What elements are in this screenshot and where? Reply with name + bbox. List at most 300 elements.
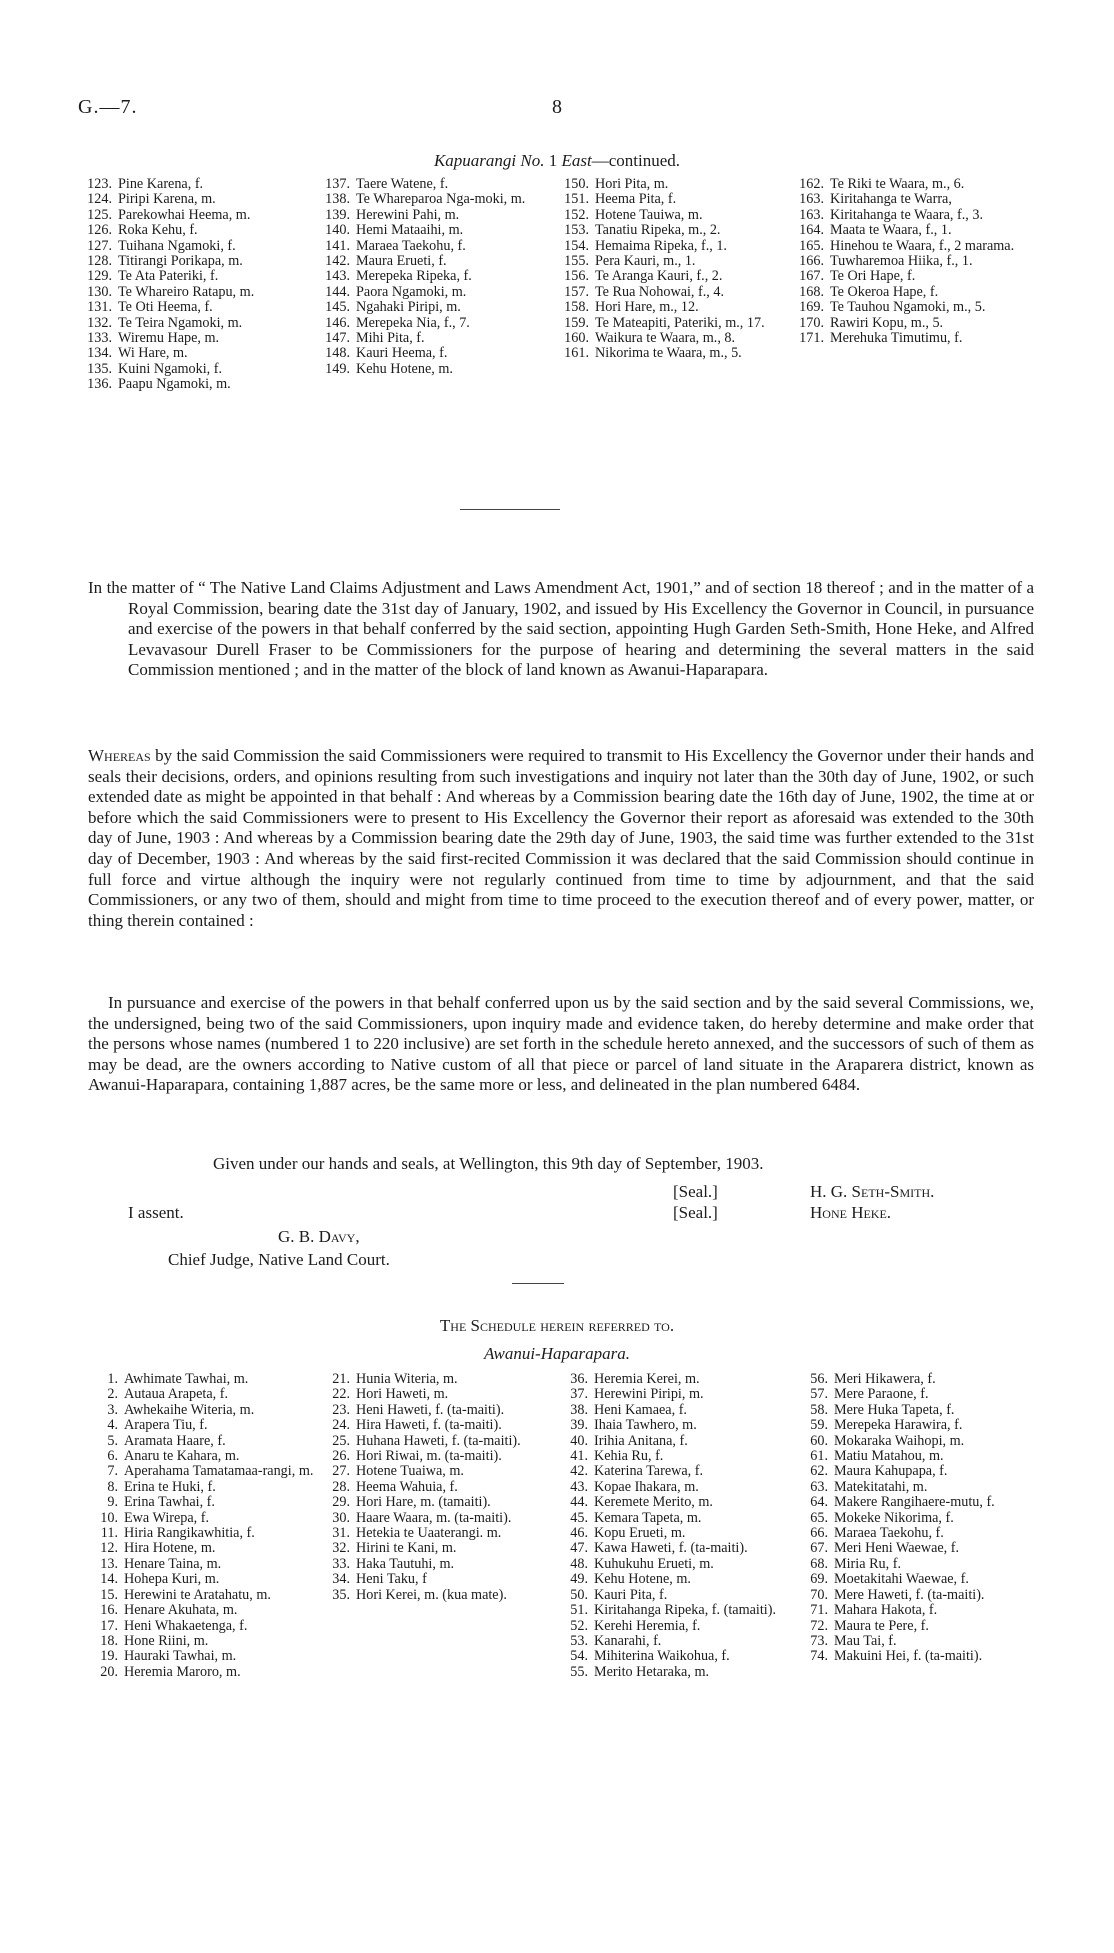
list-item — [318, 300, 548, 315]
entry-name: Awhekaihe Witeria, m. — [124, 1401, 255, 1418]
entry-number: 52. — [570, 1617, 588, 1634]
entry-name: Heema Pita, f. — [595, 191, 677, 208]
entry-number: 129. — [87, 268, 112, 285]
entry-number: 44. — [570, 1494, 588, 1511]
schedule-column-3 — [560, 1372, 800, 1680]
entry-number: 59. — [810, 1417, 828, 1434]
list-item — [560, 1418, 800, 1433]
entry-name: Kauri Pita, f. — [594, 1586, 668, 1603]
entry-name: Hone Riini, m. — [124, 1632, 209, 1649]
list-item — [318, 239, 548, 254]
list-item — [322, 1526, 554, 1541]
entry-number: 66. — [810, 1525, 828, 1542]
entry-name: Te Teira Ngamoki, m. — [118, 314, 243, 331]
list-item — [792, 254, 1034, 269]
entry-name: Matiu Matahou, m. — [834, 1448, 944, 1465]
entry-number: 15. — [100, 1586, 118, 1603]
list-item — [557, 331, 797, 346]
list-item — [560, 1387, 800, 1402]
list-item — [322, 1495, 554, 1510]
list-item — [557, 239, 797, 254]
list-item — [800, 1464, 1034, 1479]
entry-number: 143. — [325, 268, 350, 285]
list-item — [800, 1572, 1034, 1587]
entry-name: Arapera Tiu, f. — [124, 1417, 208, 1434]
list-item — [318, 223, 548, 238]
entry-name: Piripi Karena, m. — [118, 191, 216, 208]
list-item — [560, 1557, 800, 1572]
entry-name: Te Okeroa Hape, f. — [830, 283, 939, 300]
list-item — [90, 1619, 320, 1634]
document-code: G.—7. — [78, 96, 138, 118]
entry-name: Keremete Merito, m. — [594, 1494, 713, 1511]
entry-number: 170. — [799, 314, 824, 331]
entry-name: Hinehou te Waara, f., 2 marama. — [830, 237, 1015, 254]
entry-name: Merepeka Harawira, f. — [834, 1417, 963, 1434]
entry-name: Kiritahanga Ripeka, f. (tamaiti). — [594, 1602, 777, 1619]
schedule-column-1 — [90, 1372, 320, 1680]
entry-number: 55. — [570, 1663, 588, 1680]
entry-name: Te Whareiro Ratapu, m. — [118, 283, 255, 300]
entry-number: 158. — [564, 299, 589, 316]
entry-name: Nikorima te Waara, m., 5. — [595, 345, 742, 362]
entry-name: Wi Hare, m. — [118, 345, 188, 362]
in-the-matter-text: In the matter of “ The Native Land Claims Adjustment and Laws Amendment Act, 1901,” and of section 18 thereof ; and in the matter of a Royal Commission, bearing date the 31st day of January, 1902, and issued by His Excellency the Governor in Council, in pursuance and exercise of the powers in that behalf conferred by the said section, appointing Hugh Garden Seth-Smith, Hone Heke, and Alfred Levavasour Durell Fraser to be Commissioners for the purpose of hearing and determining the several matters in the said Commission mentioned ; and in the matter of the block of land known as Awanui-Haparapara. — [88, 578, 1034, 680]
entry-number: 70. — [810, 1586, 828, 1603]
entry-name: Mokeke Nikorima, f. — [834, 1509, 954, 1526]
entry-number: 166. — [799, 253, 824, 270]
entry-number: 34. — [332, 1571, 350, 1588]
entry-name: Katerina Tarewa, f. — [594, 1463, 704, 1480]
page-number: 8 — [552, 96, 562, 118]
entry-name: Makere Rangihaere-mutu, f. — [834, 1494, 995, 1511]
list-item — [90, 1434, 320, 1449]
entry-number: 23. — [332, 1401, 350, 1418]
entry-number: 31. — [332, 1525, 350, 1542]
entry-name: Hauraki Tawhai, m. — [124, 1648, 237, 1665]
entry-name: Hira Haweti, f. (ta-maiti). — [356, 1417, 502, 1434]
signatory-name: H. G. Seth-Smith. — [810, 1182, 935, 1201]
entry-name: Titirangi Porikapa, m. — [118, 253, 243, 270]
entry-number: 163. — [799, 191, 824, 208]
entry-number: 2. — [107, 1386, 118, 1403]
list-item — [557, 177, 797, 192]
entry-name: Aperahama Tamatamaa-rangi, m. — [124, 1463, 314, 1480]
list-item — [322, 1464, 554, 1479]
list-item — [80, 346, 320, 361]
whereas-text: by the said Commission the said Commissioners were required to transmit to His Excellency the Governor under their hands and seals their decisions, orders, and opinions resulting from such investigations and inquiry not later than the 30th day of June, 1902, or such extended date as might be appointed in that behalf : And whereas by a Commission bearing date the 16th day of June, 1902, the time at or before which the said Commissioners were to present to His Excellency the Governor their report as aforesaid was extended to the 30th day of June, 1903 : And whereas by a Commission bearing date the 29th day of June, 1903, the said time was further extended to the 31st day of December, 1903 : And whereas by the said first-recited Commission it was declared that the said Commission should continue in full force and virtue although the inquiry were not regularly continued from time to time by adjournment, and that the said Commissioners, or any two of them, should and might from time to time proceed to the execution thereof and of every power, matter, or thing therein contained : — [88, 746, 1034, 930]
entry-name: Herewini Piripi, m. — [594, 1386, 704, 1403]
entry-name: Kerehi Heremia, f. — [594, 1617, 701, 1634]
entry-name: Ngahaki Piripi, m. — [356, 299, 461, 316]
list-item — [80, 254, 320, 269]
entry-name: Hori Pita, m. — [595, 176, 669, 192]
list-item — [90, 1495, 320, 1510]
entry-name: Tanatiu Ripeka, m., 2. — [595, 222, 721, 239]
entry-name: Te Mateapiti, Pateriki, m., 17. — [595, 314, 765, 331]
schedule-column-4 — [800, 1372, 1034, 1665]
entry-name: Hori Riwai, m. (ta-maiti). — [356, 1448, 502, 1465]
list-item — [318, 346, 548, 361]
list-item — [322, 1418, 554, 1433]
entry-number: 160. — [564, 330, 589, 347]
entry-name: Hori Hare, m. (tamaiti). — [356, 1494, 491, 1511]
list-item — [800, 1526, 1034, 1541]
entry-name: Heremia Kerei, m. — [594, 1371, 700, 1387]
pursuance-paragraph: In pursuance and exercise of the powers in that behalf conferred upon us by the said section and by the said several Commissions, we, the undersigned, being two of the said Commissioners, upon inquiry made and evidence taken, do hereby determine and make order that the persons whose names (numbered 1 to 220 inclusive) are set forth in the schedule hereto annexed, and the successors of such of them as may be dead, are the owners according to Native custom of all that piece or parcel of land situate in the Araparera district, known as Awanui-Haparapara, containing 1,887 acres, be the same more or less, and delineated in the plan numbered 6484. — [88, 993, 1034, 1095]
entry-number: 40. — [570, 1432, 588, 1449]
list-item — [800, 1418, 1034, 1433]
entry-number: 6. — [107, 1448, 118, 1465]
entry-number: 168. — [799, 283, 824, 300]
list-item — [557, 346, 797, 361]
entry-number: 33. — [332, 1555, 350, 1572]
entry-number: 156. — [564, 268, 589, 285]
entry-number: 54. — [570, 1648, 588, 1665]
entry-number: 60. — [810, 1432, 828, 1449]
list-item — [560, 1572, 800, 1587]
list-item — [318, 269, 548, 284]
list-item — [90, 1449, 320, 1464]
entry-name: Maura Erueti, f. — [356, 253, 447, 270]
list-item — [792, 269, 1034, 284]
entry-number: 41. — [570, 1448, 588, 1465]
entry-name: Mihiterina Waikohua, f. — [594, 1648, 730, 1665]
entry-name: Herewini Pahi, m. — [356, 206, 460, 223]
entry-number: 26. — [332, 1448, 350, 1465]
entry-name: Haka Tautuhi, m. — [356, 1555, 455, 1572]
list-item — [560, 1665, 800, 1680]
list-item — [318, 254, 548, 269]
entry-number: 73. — [810, 1632, 828, 1649]
entry-name: Kiritahanga te Warra, — [830, 191, 952, 208]
entry-number: 136. — [87, 376, 112, 393]
entry-name: Henare Taina, m. — [124, 1555, 222, 1572]
list-item — [90, 1588, 320, 1603]
entry-number: 67. — [810, 1540, 828, 1557]
entry-number: 49. — [570, 1571, 588, 1588]
entry-number: 142. — [325, 253, 350, 270]
entry-name: Maraea Taekohu, f. — [356, 237, 466, 254]
entry-name: Ihaia Tawhero, m. — [594, 1417, 697, 1434]
list-item — [80, 300, 320, 315]
list-item — [800, 1603, 1034, 1618]
list-item — [792, 316, 1034, 331]
entry-name: Te Whareparoa Nga-moki, m. — [356, 191, 526, 208]
entry-name: Kiritahanga te Waara, f., 3. — [830, 206, 984, 223]
entry-name: Heni Kamaea, f. — [594, 1401, 687, 1418]
entry-number: 64. — [810, 1494, 828, 1511]
entry-name: Kehu Hotene, m. — [356, 360, 453, 377]
entry-number: 43. — [570, 1478, 588, 1495]
list-item — [318, 177, 548, 192]
entry-name: Merito Hetaraka, m. — [594, 1663, 710, 1680]
entry-number: 14. — [100, 1571, 118, 1588]
list-item — [322, 1572, 554, 1587]
list-item — [560, 1649, 800, 1664]
entry-number: 42. — [570, 1463, 588, 1480]
entry-number: 37. — [570, 1386, 588, 1403]
in-the-matter-paragraph — [88, 578, 1034, 681]
entry-number: 57. — [810, 1386, 828, 1403]
entry-name: Te Oti Heema, f. — [118, 299, 213, 316]
list-item — [90, 1634, 320, 1649]
entry-name: Mokaraka Waihopi, m. — [834, 1432, 965, 1449]
entry-name: Merepeka Nia, f., 7. — [356, 314, 470, 331]
entry-name: Autaua Arapeta, f. — [124, 1386, 228, 1403]
entry-number: 147. — [325, 330, 350, 347]
list-item — [318, 362, 548, 377]
entry-name: Parekowhai Heema, m. — [118, 206, 251, 223]
entry-number: 155. — [564, 253, 589, 270]
section-title-part: Kapuarangi No. — [433, 151, 545, 170]
entry-name: Heni Haweti, f. (ta-maiti). — [356, 1401, 505, 1418]
list-item — [318, 316, 548, 331]
entry-name: Hori Hare, m., 12. — [595, 299, 699, 316]
list-item — [90, 1572, 320, 1587]
list-item — [560, 1372, 800, 1387]
entry-number: 20. — [100, 1663, 118, 1680]
entry-name: Miria Ru, f. — [834, 1555, 901, 1572]
list-item — [90, 1480, 320, 1495]
list-item — [560, 1449, 800, 1464]
entry-number: 163. — [799, 206, 824, 223]
schedule-column-2 — [322, 1372, 554, 1603]
entry-number: 39. — [570, 1417, 588, 1434]
entry-number: 65. — [810, 1509, 828, 1526]
list-item — [560, 1480, 800, 1495]
entry-name: Hori Haweti, m. — [356, 1386, 449, 1403]
entry-name: Rawiri Kopu, m., 5. — [830, 314, 944, 331]
entry-number: 124. — [87, 191, 112, 208]
entry-number: 51. — [570, 1602, 588, 1619]
entry-name: Wiremu Hape, m. — [118, 330, 220, 347]
list-item — [90, 1526, 320, 1541]
entry-number: 19. — [100, 1648, 118, 1665]
entry-name: Hohepa Kuri, m. — [124, 1571, 220, 1588]
entry-name: Mere Huka Tapeta, f. — [834, 1401, 955, 1418]
entry-name: Tuwharemoa Hiika, f., 1. — [830, 253, 973, 270]
list-item — [560, 1541, 800, 1556]
entry-number: 154. — [564, 237, 589, 254]
entry-name: Merehuka Timutimu, f. — [830, 330, 963, 347]
list-item — [557, 316, 797, 331]
list-item — [792, 285, 1034, 300]
list-item — [560, 1434, 800, 1449]
entry-number: 159. — [564, 314, 589, 331]
entry-name: Hemi Mataaihi, m. — [356, 222, 464, 239]
entry-name: Paapu Ngamoki, m. — [118, 376, 231, 393]
entry-number: 3. — [107, 1401, 118, 1418]
list-item — [322, 1588, 554, 1603]
entry-name: Kanarahi, f. — [594, 1632, 662, 1649]
list-item — [90, 1464, 320, 1479]
list-item — [90, 1557, 320, 1572]
entry-number: 171. — [799, 330, 824, 347]
list-item — [80, 285, 320, 300]
entry-name: Kuhukuhu Erueti, m. — [594, 1555, 714, 1572]
entry-name: Heni Whakaetenga, f. — [124, 1617, 248, 1634]
owners-column-1 — [80, 177, 320, 393]
entry-number: 146. — [325, 314, 350, 331]
list-item — [322, 1541, 554, 1556]
entry-name: Moetakitahi Waewae, f. — [834, 1571, 969, 1588]
entry-name: Erina Tawhai, f. — [124, 1494, 215, 1511]
entry-number: 58. — [810, 1401, 828, 1418]
entry-number: 68. — [810, 1555, 828, 1572]
entry-name: Hetekia te Uaaterangi. m. — [356, 1525, 502, 1542]
entry-number: 145. — [325, 299, 350, 316]
whereas-paragraph — [88, 746, 1034, 931]
entry-number: 36. — [570, 1371, 588, 1387]
entry-name: Hirini te Kani, m. — [356, 1540, 457, 1557]
entry-name: Hiria Rangikawhitia, f. — [124, 1525, 255, 1542]
list-item — [792, 331, 1034, 346]
entry-number: 30. — [332, 1509, 350, 1526]
entry-name: Meri Hikawera, f. — [834, 1371, 936, 1387]
entry-number: 134. — [87, 345, 112, 362]
entry-number: 38. — [570, 1401, 588, 1418]
list-item — [792, 239, 1034, 254]
entry-number: 11. — [100, 1525, 118, 1542]
entry-number: 137. — [325, 176, 350, 192]
entry-number: 35. — [332, 1586, 350, 1603]
entry-name: Taere Watene, f. — [356, 176, 449, 192]
list-item — [800, 1634, 1034, 1649]
list-item — [90, 1511, 320, 1526]
entry-name: Maata te Waara, f., 1. — [830, 222, 952, 239]
list-item — [322, 1511, 554, 1526]
list-item — [792, 300, 1034, 315]
entry-number: 165. — [799, 237, 824, 254]
list-item — [90, 1541, 320, 1556]
list-item — [560, 1603, 800, 1618]
entry-number: 148. — [325, 345, 350, 362]
entry-name: Te Rua Nohowai, f., 4. — [595, 283, 725, 300]
entry-number: 133. — [87, 330, 112, 347]
list-item — [90, 1387, 320, 1402]
section-title-kapuarangi — [0, 151, 1114, 171]
list-item — [557, 285, 797, 300]
list-item — [557, 254, 797, 269]
entry-name: Waikura te Waara, m., 8. — [595, 330, 736, 347]
entry-name: Makuini Hei, f. (ta-maiti). — [834, 1648, 983, 1665]
list-item — [90, 1403, 320, 1418]
list-item — [322, 1403, 554, 1418]
divider — [512, 1283, 564, 1284]
entry-name: Heema Wahuia, f. — [356, 1478, 458, 1495]
entry-name: Paora Ngamoki, m. — [356, 283, 467, 300]
list-item — [90, 1418, 320, 1433]
entry-name: Mere Paraone, f. — [834, 1386, 929, 1403]
owners-column-3 — [557, 177, 797, 362]
entry-number: 63. — [810, 1478, 828, 1495]
entry-name: Pine Karena, f. — [118, 176, 204, 192]
entry-number: 139. — [325, 206, 350, 223]
list-item — [800, 1495, 1034, 1510]
entry-number: 151. — [564, 191, 589, 208]
list-item — [800, 1434, 1034, 1449]
list-item — [800, 1387, 1034, 1402]
list-item — [560, 1619, 800, 1634]
entry-number: 47. — [570, 1540, 588, 1557]
entry-number: 61. — [810, 1448, 828, 1465]
seal-mark: [Seal.] — [673, 1203, 718, 1222]
list-item — [557, 269, 797, 284]
entry-number: 71. — [810, 1602, 828, 1619]
entry-number: 149. — [325, 360, 350, 377]
entry-name: Te Ori Hape, f. — [830, 268, 916, 285]
entry-name: Te Aranga Kauri, f., 2. — [595, 268, 723, 285]
list-item — [557, 223, 797, 238]
entry-name: Maura te Pere, f. — [834, 1617, 929, 1634]
list-item — [560, 1495, 800, 1510]
entry-number: 135. — [87, 360, 112, 377]
entry-number: 5. — [107, 1432, 118, 1449]
list-item — [80, 192, 320, 207]
entry-name: Huhana Haweti, f. (ta-maiti). — [356, 1432, 521, 1449]
entry-number: 1. — [107, 1371, 118, 1387]
entry-number: 13. — [100, 1555, 118, 1572]
entry-number: 25. — [332, 1432, 350, 1449]
entry-number: 28. — [332, 1478, 350, 1495]
entry-name: Kemara Tapeta, m. — [594, 1509, 702, 1526]
list-item — [318, 331, 548, 346]
entry-number: 10. — [100, 1509, 118, 1526]
judge-name: G. B. Davy, — [278, 1227, 360, 1246]
list-item — [318, 208, 548, 223]
list-item — [80, 377, 320, 392]
entry-name: Te Tauhou Ngamoki, m., 5. — [830, 299, 986, 316]
list-item — [318, 285, 548, 300]
list-item — [800, 1619, 1034, 1634]
list-item — [557, 192, 797, 207]
list-item — [322, 1449, 554, 1464]
entry-name: Mau Tai, f. — [834, 1632, 897, 1649]
entry-number: 144. — [325, 283, 350, 300]
entry-number: 126. — [87, 222, 112, 239]
entry-number: 150. — [564, 176, 589, 192]
entry-name: Haare Waara, m. (ta-maiti). — [356, 1509, 512, 1526]
entry-name: Ewa Wirepa, f. — [124, 1509, 210, 1526]
entry-name: Maraea Taekohu, f. — [834, 1525, 944, 1542]
entry-name: Kehia Ru, f. — [594, 1448, 664, 1465]
entry-number: 162. — [799, 176, 824, 192]
entry-name: Mahara Hakota, f. — [834, 1602, 938, 1619]
entry-name: Kehu Hotene, m. — [594, 1571, 691, 1588]
entry-name: Heremia Maroro, m. — [124, 1663, 241, 1680]
entry-number: 27. — [332, 1463, 350, 1480]
entry-number: 131. — [87, 299, 112, 316]
entry-name: Meri Heni Waewae, f. — [834, 1540, 960, 1557]
list-item — [80, 269, 320, 284]
schedule-title: The Schedule herein referred to. — [439, 1316, 675, 1335]
list-item — [560, 1403, 800, 1418]
entry-number: 164. — [799, 222, 824, 239]
entry-name: Kuini Ngamoki, f. — [118, 360, 223, 377]
list-item — [90, 1665, 320, 1680]
entry-number: 32. — [332, 1540, 350, 1557]
list-item — [792, 177, 1034, 192]
entry-number: 127. — [87, 237, 112, 254]
list-item — [557, 300, 797, 315]
list-item — [560, 1464, 800, 1479]
schedule-subtitle: Awanui-Haparapara. — [484, 1344, 630, 1363]
list-item — [80, 223, 320, 238]
list-item — [322, 1480, 554, 1495]
list-item — [322, 1387, 554, 1402]
entry-name: Hemaima Ripeka, f., 1. — [595, 237, 727, 254]
